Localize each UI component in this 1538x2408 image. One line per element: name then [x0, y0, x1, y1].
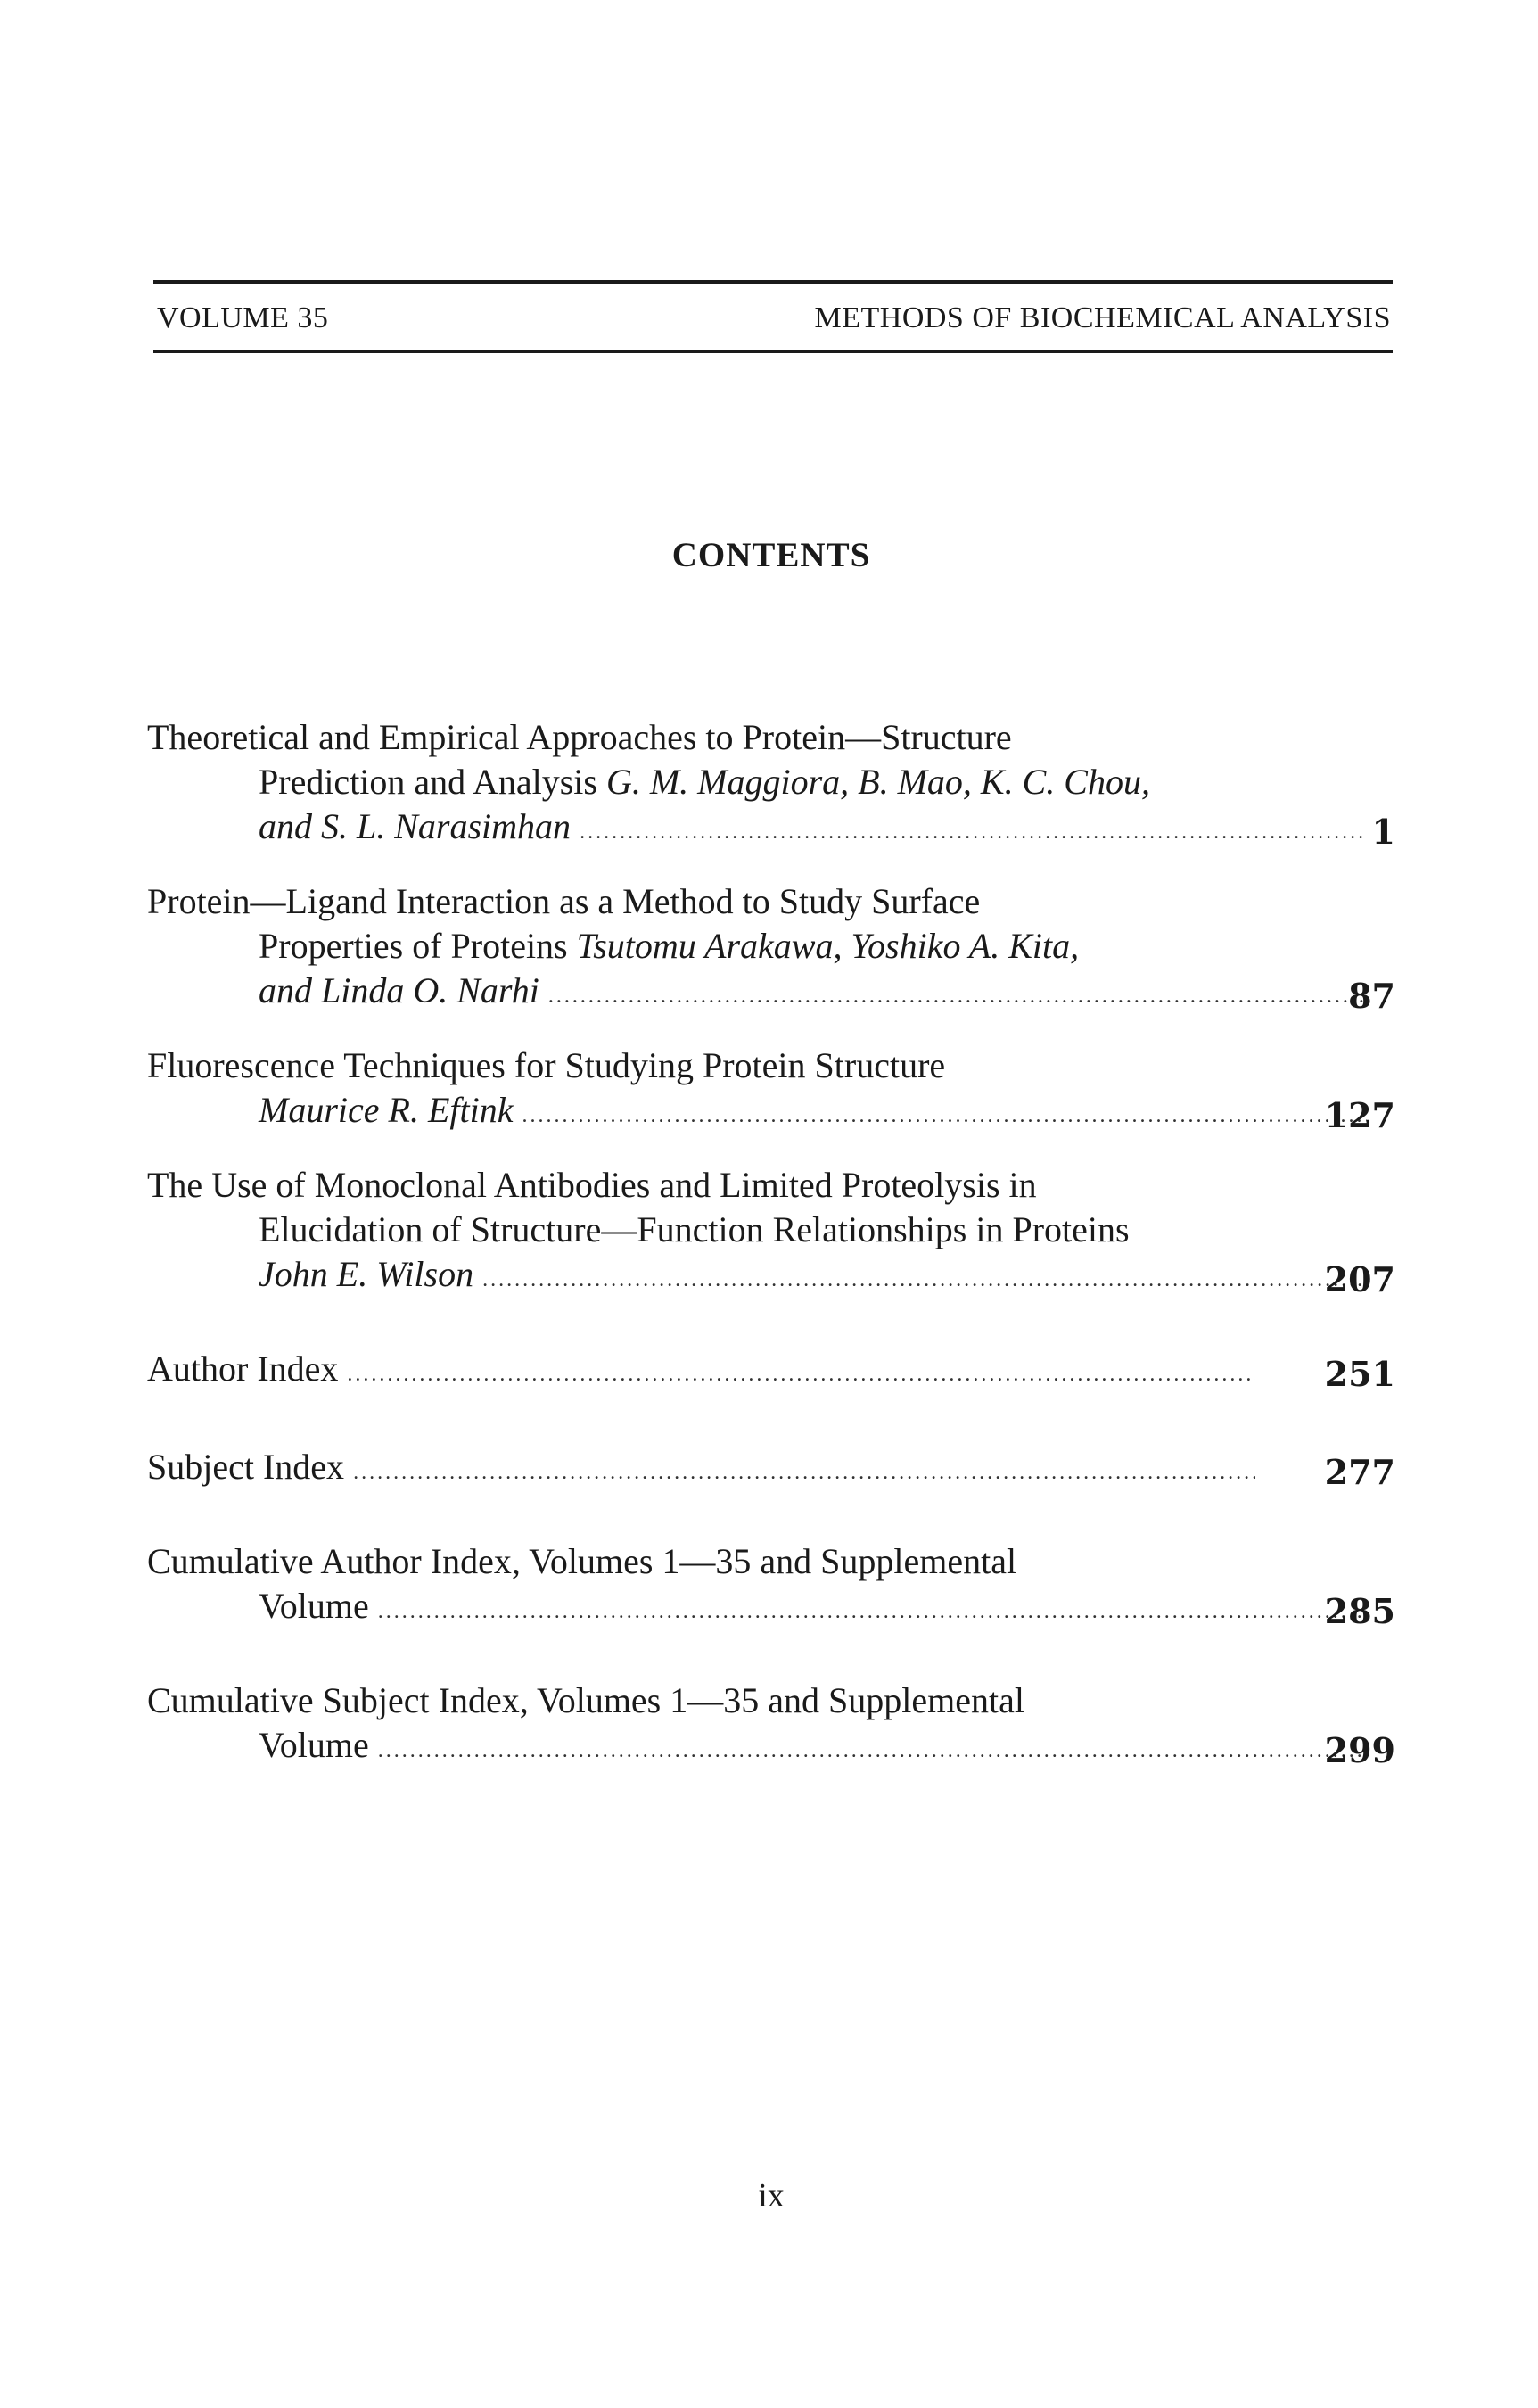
entry-title-line: Fluorescence Techniques for Studying Protein Structure	[147, 1045, 946, 1085]
header-rule-bottom	[153, 350, 1393, 353]
entry-title-line	[147, 760, 1395, 804]
toc-entry-cumulative-author-index[interactable]	[147, 1539, 1395, 1634]
entry-leader-line	[147, 1445, 1255, 1495]
toc-entry[interactable]	[147, 879, 1395, 1018]
series-title: METHODS OF BIOCHEMICAL ANALYSIS	[814, 301, 1391, 334]
entry-authors: John E. Wilson	[259, 1254, 474, 1294]
entry-leader-line	[147, 969, 1367, 1018]
entry-title-line	[147, 924, 1395, 969]
entry-authors: Maurice R. Eftink	[259, 1090, 514, 1130]
entry-page-number: 299	[1324, 1730, 1395, 1770]
entry-authors: Tsutomu Arakawa, Yoshiko A. Kita,	[576, 926, 1080, 966]
entry-leader-line	[147, 804, 1367, 854]
entry-title-text: Author Index	[147, 1348, 339, 1389]
header-rule-top	[153, 280, 1393, 284]
entry-leader-line	[147, 1723, 1367, 1773]
dot-leader	[548, 974, 1367, 1018]
entry-title-line: Theoretical and Empirical Approaches to Protein—Structure	[147, 717, 1012, 757]
dot-leader	[522, 1093, 1367, 1138]
page-folio: ix	[758, 2177, 785, 2214]
dot-leader	[580, 810, 1367, 854]
entry-authors: G. M. Maggiora, B. Mao, K. C. Chou,	[605, 762, 1150, 802]
entry-leader-line	[147, 1252, 1367, 1302]
volume-label: VOLUME 35	[157, 301, 329, 334]
dot-leader	[378, 1589, 1367, 1634]
entry-leader-line	[147, 1088, 1367, 1138]
entry-title-line: Protein—Ligand Interaction as a Method to Study Surface	[147, 881, 981, 921]
toc-entry-author-index[interactable]	[147, 1347, 1395, 1397]
entry-page-number: 1	[1371, 812, 1395, 852]
entry-authors: and S. L. Narasimhan	[259, 806, 572, 846]
entry-page-number: 127	[1324, 1095, 1395, 1135]
toc-entry-cumulative-subject-index[interactable]	[147, 1678, 1395, 1773]
entry-title-line: Elucidation of Structure—Function Relationships in Proteins	[259, 1209, 1130, 1249]
entry-authors: and Linda O. Narhi	[259, 970, 539, 1010]
toc-entry-subject-index[interactable]	[147, 1445, 1395, 1495]
dot-leader	[482, 1258, 1367, 1302]
entry-title-line: Cumulative Subject Index, Volumes 1—35 and Supplemental	[147, 1680, 1024, 1720]
entry-title-text: Volume	[259, 1586, 369, 1626]
toc-entry[interactable]	[147, 715, 1395, 854]
entry-page-number: 207	[1324, 1259, 1395, 1299]
entry-leader-line	[147, 1584, 1367, 1634]
entry-title-text: Subject Index	[147, 1447, 345, 1487]
entry-title-text: Volume	[259, 1725, 369, 1765]
contents-heading: CONTENTS	[671, 536, 871, 574]
entry-title-text: Prediction and Analysis	[259, 762, 597, 802]
entry-leader-line	[147, 1347, 1255, 1397]
toc-entry[interactable]	[147, 1043, 1395, 1138]
entry-title-line: Cumulative Author Index, Volumes 1—35 and Supplemental	[147, 1541, 1017, 1581]
table-of-contents	[147, 715, 1395, 1773]
entry-page-number: 251	[1324, 1354, 1395, 1394]
dot-leader	[353, 1450, 1255, 1495]
entry-title-text: Properties of Proteins	[259, 926, 568, 966]
entry-page-number: 87	[1348, 976, 1395, 1016]
toc-entry[interactable]	[147, 1163, 1395, 1302]
entry-page-number: 277	[1324, 1452, 1395, 1492]
entry-page-number: 285	[1324, 1591, 1395, 1631]
dot-leader	[347, 1352, 1255, 1397]
entry-title-line: The Use of Monoclonal Antibodies and Limited Proteolysis in	[147, 1165, 1037, 1205]
dot-leader	[378, 1728, 1367, 1773]
